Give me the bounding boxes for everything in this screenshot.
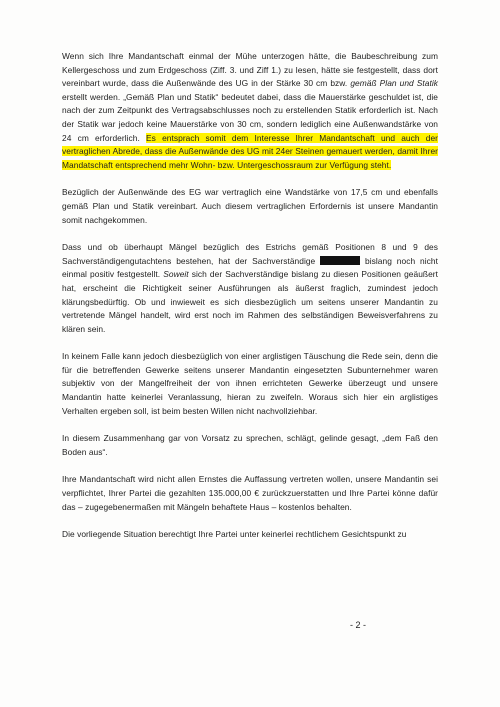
paragraph-text: Dass und ob überhaupt Mängel bezüglich des Estrichs gemäß Positionen 8 und 9 des Sachverständigengutachtens bestehen, hat der Sachverständige	[62, 242, 438, 266]
paragraph-text: erstellt werden. „Gemäß Plan und Statik“ bedeutet dabei, dass die Mauerstärke geschuldet ist, die nach der zum Zeitpunkt des Vertragsabschlusses noch zu erstellenden Statik erforderlich ist. Nach der Statik war jedoch keine Mauerstärke von 30 cm, sondern lediglich eine Außenwandstärke von 24 cm erforderlich.	[62, 91, 438, 143]
paragraph	[62, 528, 438, 542]
paragraph	[62, 432, 438, 459]
paragraph	[62, 50, 438, 172]
paragraph-text: In keinem Falle kann jedoch diesbezüglich von einer arglistigen Täuschung die Rede sein, denn die für die betreffenden Gewerke seitens unserer Mandantin eingesetzten Subunternehmer waren subjektiv von der Mangelfreiheit der von ihnen errichteten Gewerke überzeugt und unsere Mandantin hatte keinerlei Veranlassung, hieran zu zweifeln. Woraus sich hier ein arglistiges Verhalten ergeben soll, ist beim besten Willen nicht nachvollziehbar.	[62, 351, 438, 416]
paragraph-text: sich der Sachverständige bislang zu diesen Positionen geäußert hat, erscheint die Richtigkeit seiner Ausführungen als äußerst fraglich, zumindest jedoch klärungsbedürftig. Ob und inwieweit es sich diesbezüglich um seitens unserer Mandantin zu vertretende Mängel handelt, wird erst noch im Rahmen des selbständigen Beweisverfahrens zu klären sein.	[62, 269, 438, 334]
highlighted-text: Es entsprach somit dem Interesse Ihrer Mandantschaft und auch der vertraglichen Abrede, dass die Außenwände des UG mit 24er Steinen gemauert werden, damit Ihrer Mandatschaft entsprechend mehr Wohn- bzw. Untergeschossraum zur Verfügung steht.	[62, 132, 439, 170]
paragraph-text: Wenn sich Ihre Mandantschaft einmal der Mühe unterzogen hätte, die Baubeschreibung zum Kellergeschoss und zum Erdgeschoss (Ziff. 3. und Ziff 1.) zu lesen, hätte sie festgestellt, dass dort vereinbart wurde, dass die Außenwände des UG in der Stärke 30 cm bzw.	[62, 51, 438, 89]
paragraph-text: bislang noch nicht einmal positiv festgestellt.	[62, 255, 438, 280]
paragraph	[62, 350, 438, 418]
paragraph-text: In diesem Zusammenhang gar von Vorsatz zu sprechen, schlägt, gelinde gesagt, „dem Faß den Boden aus“.	[62, 433, 438, 457]
paragraph	[62, 473, 438, 514]
paragraph-text: Bezüglich der Außenwände des EG war vertraglich eine Wandstärke von 17,5 cm und ebenfalls gemäß Plan und Statik vereinbart. Auch diesem vertraglichen Erfordernis ist unsere Mandantin somit nachgekommen.	[62, 187, 438, 225]
paragraph	[62, 186, 438, 227]
paragraph-text: Ihre Mandantschaft wird nicht allen Ernstes die Auffassung vertreten wollen, unsere Mandantin sei verpflichtet, Ihrer Partei die gezahlten 135.000,00 € zurückzuerstatten und Ihre Partei könne dafür das – zugegebenermaßen mit Mängeln behaftete Haus – kostenlos behalten.	[62, 474, 438, 512]
paragraph-text: Die vorliegende Situation berechtigt Ihre Partei unter keinerlei rechtlichem Gesichtspunkt zu	[62, 529, 407, 540]
redaction-bar	[320, 256, 360, 265]
italic-text: Soweit	[163, 269, 189, 280]
italic-text: gemäß Plan und Statik	[350, 78, 439, 89]
paragraph	[62, 241, 438, 336]
page-number: - 2 -	[350, 620, 367, 630]
letter-body	[62, 50, 438, 556]
